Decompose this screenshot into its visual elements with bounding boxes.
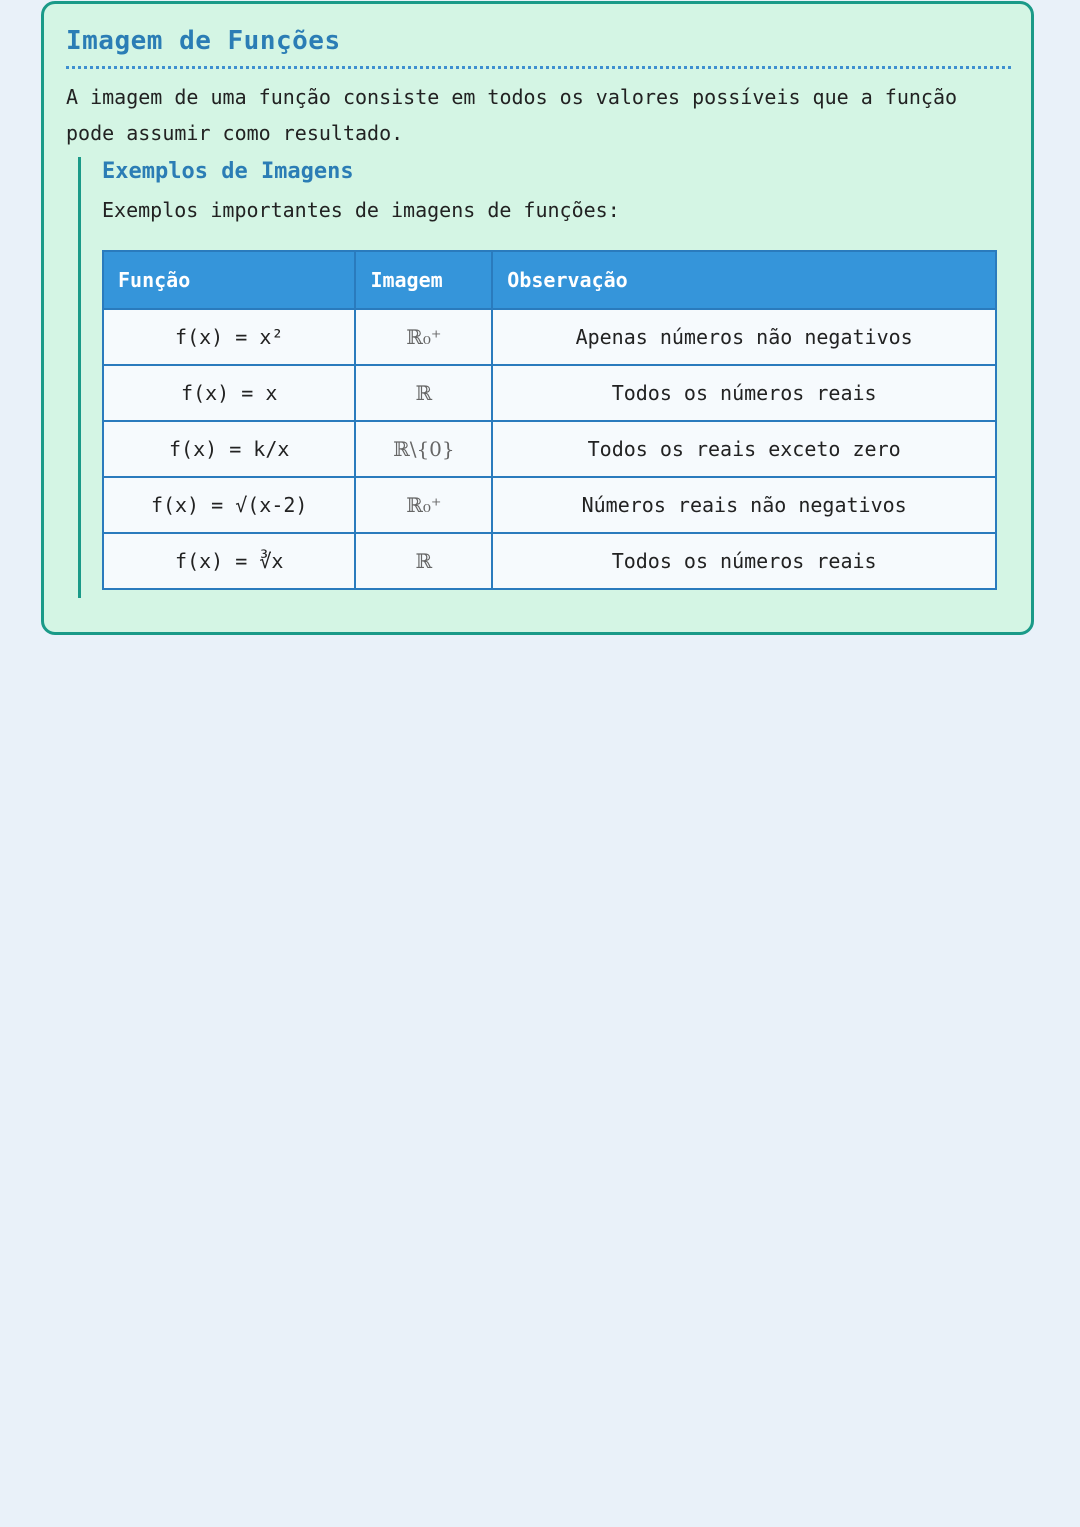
table-header-row: [103, 251, 996, 309]
observation-cell: Todos os reais exceto zero: [492, 421, 996, 477]
page-title: Imagem de Funções: [66, 26, 1011, 69]
image-cell: ℝ: [355, 365, 492, 421]
observation-cell: Todos os números reais: [492, 533, 996, 589]
observation-cell: Todos os números reais: [492, 365, 996, 421]
observation-cell: Números reais não negativos: [492, 477, 996, 533]
image-cell: ℝ₀⁺: [355, 309, 492, 365]
column-header-observacao: Observação: [492, 251, 996, 309]
function-cell: f(x) = √(x-2): [103, 477, 355, 533]
content-card: [41, 1, 1034, 635]
table-row: [103, 477, 996, 533]
table-row: [103, 533, 996, 589]
function-cell: f(x) = x²: [103, 309, 355, 365]
function-cell: f(x) = ∛x: [103, 533, 355, 589]
table-row: [103, 421, 996, 477]
function-image-table: [102, 250, 997, 590]
column-header-imagem: Imagem: [355, 251, 492, 309]
intro-paragraph: A imagem de uma função consiste em todos os valores possíveis que a função pode assumir como resultado.: [66, 85, 958, 145]
image-cell: ℝ\{0}: [355, 421, 492, 477]
column-header-funcao: Função: [103, 251, 355, 309]
examples-section: [78, 157, 1011, 598]
function-cell: f(x) = k/x: [103, 421, 355, 477]
observation-cell: Apenas números não negativos: [492, 309, 996, 365]
section-lead: Exemplos importantes de imagens de funções:: [102, 198, 620, 222]
table-row: [103, 309, 996, 365]
section-title: Exemplos de Imagens: [102, 159, 354, 184]
table-row: [103, 365, 996, 421]
image-cell: ℝ: [355, 533, 492, 589]
image-cell: ℝ₀⁺: [355, 477, 492, 533]
function-cell: f(x) = x: [103, 365, 355, 421]
